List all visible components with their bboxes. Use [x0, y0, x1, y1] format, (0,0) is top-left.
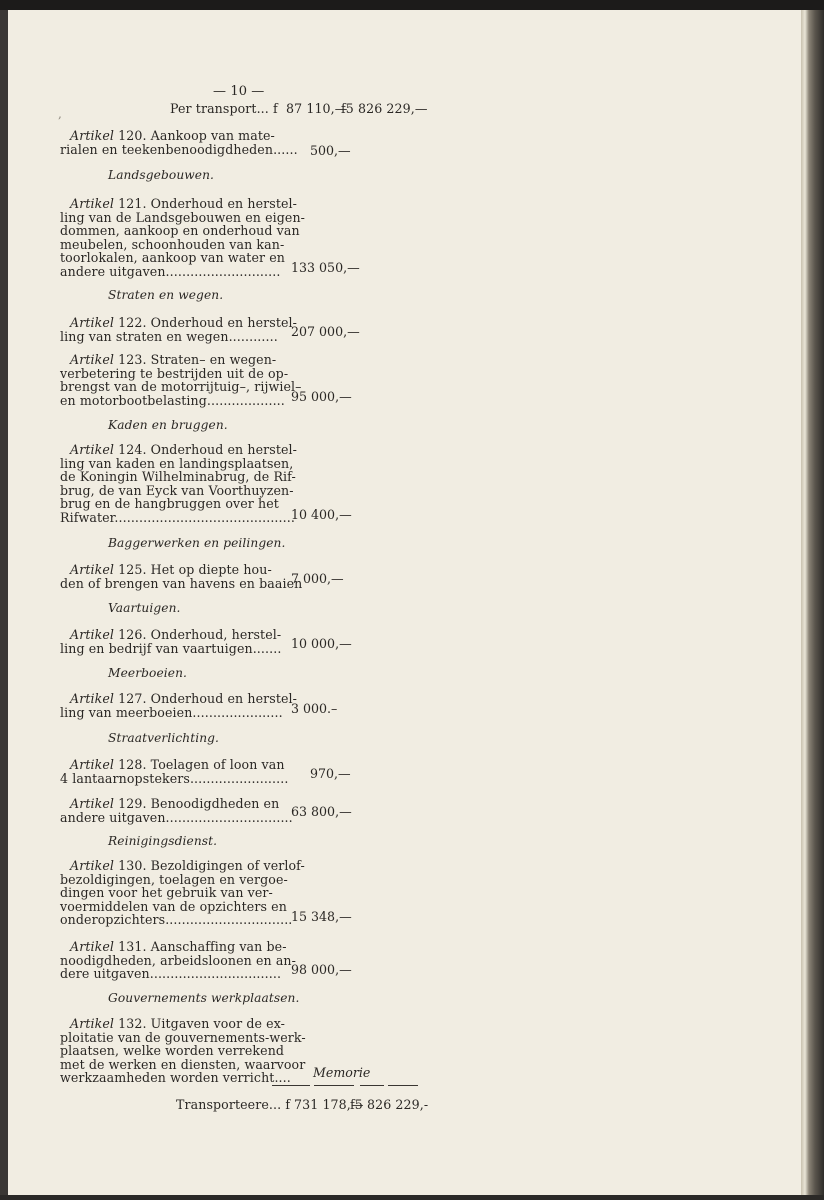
- section-heading: Straten en wegen.: [108, 288, 224, 302]
- article-entry: [60, 196, 306, 279]
- article-text: 125. Het op diepte hou-: [118, 562, 272, 577]
- article-line: [60, 1029, 306, 1045]
- per-transport-col1: 87 110,—: [286, 101, 348, 116]
- article-line: [60, 1056, 306, 1072]
- article-text: 132. Uitgaven voor de ex-: [118, 1016, 286, 1031]
- article-amount: 95 000,—: [291, 389, 352, 404]
- article-text: brug en de hangbruggen over het: [60, 496, 279, 512]
- article-entry: [60, 796, 293, 825]
- article-label: Artikel: [70, 757, 115, 772]
- article-text: toorlokalen, aankoop van water en: [60, 250, 286, 266]
- sum-rule-col2b: [388, 1085, 418, 1086]
- transporteere-col2: f5 826 229,-: [350, 1097, 429, 1112]
- article-amount: 970,—: [310, 766, 351, 781]
- article-label: Artikel: [70, 128, 115, 143]
- article-text: en motorbootbelasting...................: [60, 392, 285, 408]
- article-text: plaatsen, welke worden verrekend: [60, 1043, 285, 1059]
- transporteere-col1: 731 178,—: [294, 1097, 364, 1112]
- article-line: [60, 352, 280, 366]
- article-entry: [60, 1016, 306, 1086]
- article-entry: [60, 691, 298, 720]
- article-text: met de werken en diensten, waarvoor: [60, 1056, 306, 1072]
- article-entry: [60, 442, 298, 525]
- article-line: [60, 379, 302, 395]
- article-line: [60, 509, 295, 525]
- article-line: [60, 469, 296, 485]
- article-entry: [60, 858, 305, 928]
- scan-top-border: [0, 0, 824, 10]
- article-text: de Koningin Wilhelminabrug, de Rif-: [60, 469, 296, 485]
- book-spine-edge: [801, 10, 824, 1200]
- article-line: [60, 704, 283, 720]
- article-text: bezoldigingen, toelagen en vergoe-: [60, 871, 288, 887]
- sum-rule-col1b: [314, 1085, 354, 1086]
- article-line: [60, 796, 280, 810]
- section-heading: Kaden en bruggen.: [108, 418, 228, 432]
- article-label: Artikel: [70, 352, 115, 367]
- article-line: [60, 912, 293, 928]
- article-entry: [60, 939, 296, 982]
- article-line: [60, 1070, 291, 1086]
- article-text: rialen en teekenbenoodigdheden......: [60, 141, 298, 157]
- article-amount: 500,—: [310, 143, 351, 158]
- article-label: Artikel: [70, 691, 115, 706]
- article-line: [60, 627, 280, 641]
- article-entry: [60, 757, 289, 786]
- article-label: Artikel: [70, 627, 115, 642]
- article-line: [60, 496, 280, 510]
- article-label: Artikel: [70, 796, 115, 811]
- article-amount: 3 000.–: [291, 701, 338, 716]
- transporteere-label: Transporteere... f: [176, 1097, 291, 1112]
- article-entry: [60, 627, 280, 654]
- article-text: 122. Onderhoud en herstel-: [118, 315, 298, 330]
- article-text: ling van straten en wegen............: [60, 328, 278, 344]
- article-line: [60, 236, 285, 252]
- article-text: ling van de Landsgebouwen en eigen-: [60, 209, 306, 225]
- article-line: [60, 562, 280, 576]
- article-text: noodigdheden, arbeidsloonen en an-: [60, 952, 296, 968]
- article-amount: Memorie: [313, 1065, 371, 1080]
- article-amount: 98 000,—: [291, 962, 352, 977]
- section-heading: Baggerwerken en peilingen.: [108, 536, 286, 550]
- article-text: 120. Aankoop van mate-: [118, 128, 275, 143]
- article-line: [60, 1016, 286, 1031]
- article-text: ling en bedrijf van vaartuigen.......: [60, 640, 282, 656]
- article-line: [60, 315, 298, 330]
- article-line: [60, 329, 280, 343]
- section-heading: Straatverlichting.: [108, 731, 220, 745]
- article-text: 124. Onderhoud en herstel-: [118, 442, 298, 457]
- page-number: — 10 —: [213, 84, 265, 99]
- article-entry: [60, 562, 303, 591]
- article-text: ploitatie van de gouvernements-werk-: [60, 1029, 306, 1045]
- article-text: brengst van de motorrijtuig–, rijwiel–: [60, 379, 302, 395]
- article-entry: [60, 128, 298, 157]
- article-line: [60, 898, 287, 914]
- article-line: [60, 757, 285, 772]
- article-label: Artikel: [70, 442, 115, 457]
- article-line: [60, 196, 298, 211]
- article-text: dere uitgaven................................: [60, 966, 282, 982]
- article-text: 121. Onderhoud en herstel-: [118, 196, 298, 211]
- document-page: [8, 10, 801, 1195]
- article-text: 129. Benoodigdheden en: [118, 796, 280, 811]
- article-line: [60, 575, 303, 591]
- article-text: andere uitgaven............................: [60, 263, 281, 279]
- article-line: [60, 871, 288, 887]
- per-transport-col2: f5 826 229,—: [341, 101, 428, 116]
- section-heading: Reinigingsdienst.: [108, 834, 218, 848]
- article-text: werkzaamheden worden verricht....: [60, 1070, 291, 1086]
- article-text: 128. Toelagen of loon van: [118, 757, 285, 772]
- article-text: meubelen, schoonhouden van kan-: [60, 236, 285, 252]
- article-line: [60, 264, 280, 278]
- article-text: voermiddelen van de opzichters en: [60, 898, 287, 914]
- article-line: [60, 128, 280, 142]
- article-line: [60, 952, 296, 968]
- article-text: Rifwater............................................: [60, 509, 295, 525]
- article-amount: 63 800,—: [291, 804, 352, 819]
- article-amount: 207 000,—: [291, 324, 360, 339]
- sum-rule-col1a: [272, 1085, 310, 1086]
- article-text: ling van kaden en landingsplaatsen,: [60, 455, 294, 471]
- article-amount: 133 050,—: [291, 260, 360, 275]
- article-line: [60, 691, 298, 706]
- article-line: [60, 770, 289, 786]
- article-text: onderopzichters...............................: [60, 912, 293, 928]
- article-label: Artikel: [70, 196, 115, 211]
- article-text: dommen, aankoop en onderhoud van: [60, 223, 300, 239]
- article-text: 4 lantaarnopstekers........................: [60, 770, 289, 786]
- article-label: Artikel: [70, 562, 115, 577]
- article-label: Artikel: [70, 858, 115, 873]
- article-text: 126. Onderhoud, herstel-: [118, 627, 282, 642]
- article-line: [60, 858, 305, 873]
- article-label: Artikel: [70, 939, 115, 954]
- article-label: Artikel: [70, 315, 115, 330]
- article-text: andere uitgaven...............................: [60, 809, 293, 825]
- article-line: [60, 885, 280, 899]
- article-line: [60, 209, 306, 225]
- article-amount: 7 000,—: [291, 571, 344, 586]
- article-amount: 15 348,—: [291, 909, 352, 924]
- article-text: 131. Aanschaffing van be-: [118, 939, 287, 954]
- article-label: Artikel: [70, 1016, 115, 1031]
- article-line: [60, 455, 294, 471]
- article-line: [60, 939, 287, 954]
- print-mark: ,: [58, 107, 62, 121]
- article-text: verbetering te bestrijden uit de op-: [60, 365, 289, 381]
- article-line: [60, 365, 289, 381]
- article-entry: [60, 352, 302, 408]
- article-text: dingen voor het gebruik van ver-: [60, 885, 273, 901]
- article-line: [60, 482, 294, 498]
- article-text: den of brengen van havens en baaien: [60, 575, 303, 591]
- section-heading: Vaartuigen.: [108, 601, 181, 615]
- sum-rule-col2a: [360, 1085, 384, 1086]
- article-text: 130. Bezoldigingen of verlof-: [118, 858, 305, 873]
- article-line: [60, 641, 280, 655]
- article-amount: 10 000,—: [291, 636, 352, 651]
- article-line: [60, 442, 298, 457]
- article-line: [60, 809, 293, 825]
- section-heading: Gouvernements werkplaatsen.: [108, 991, 300, 1005]
- article-line: [60, 250, 286, 266]
- article-line: [60, 141, 298, 157]
- article-line: [60, 392, 285, 408]
- article-entry: [60, 315, 298, 344]
- article-text: brug, de van Eyck van Voorthuyzen-: [60, 482, 294, 498]
- article-line: [60, 223, 300, 239]
- article-amount: 10 400,—: [291, 507, 352, 522]
- scan-bottom-border: [0, 1195, 824, 1200]
- article-line: [60, 1043, 285, 1059]
- section-heading: Landsgebouwen.: [108, 168, 215, 182]
- section-heading: Meerboeien.: [108, 666, 188, 680]
- article-line: [60, 966, 280, 980]
- per-transport-label: Per transport... f: [170, 101, 278, 116]
- article-text: 123. Straten– en wegen-: [118, 352, 277, 367]
- article-text: ling van meerboeien......................: [60, 704, 283, 720]
- article-text: 127. Onderhoud en herstel-: [118, 691, 298, 706]
